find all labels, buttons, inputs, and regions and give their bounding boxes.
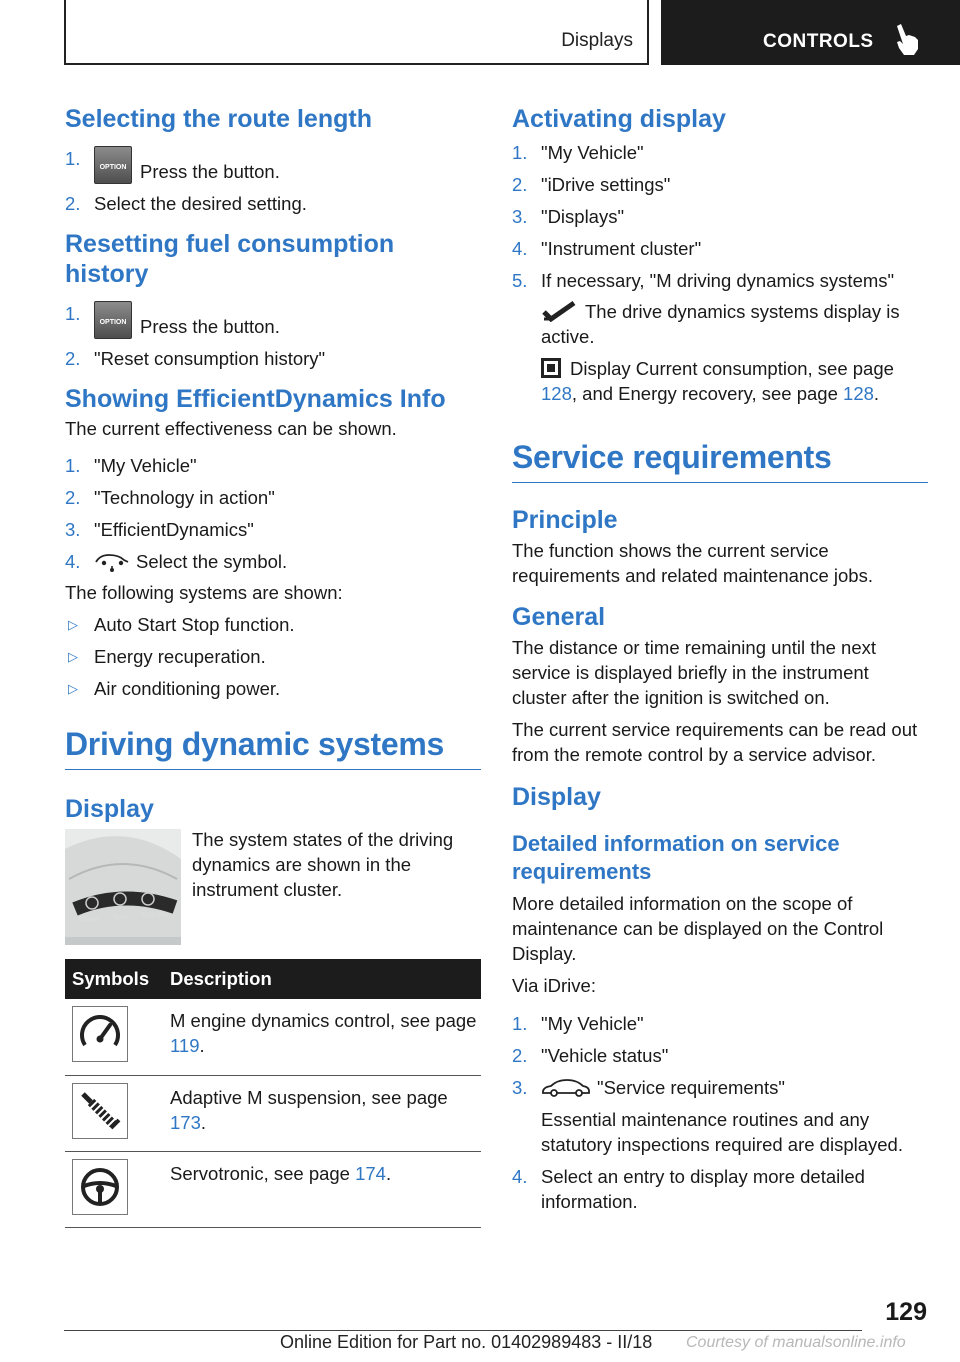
list-item: 2. "Vehicle status" — [512, 1045, 669, 1066]
page-link-119[interactable]: 119 — [170, 1035, 200, 1056]
page-link-174[interactable]: 174 — [355, 1162, 386, 1184]
header-chapter-title: CONTROLS — [763, 31, 874, 52]
detailed-info-heading: Detailed information on service requirements — [512, 831, 840, 884]
page-number: 129 — [885, 1298, 927, 1326]
list-item: 4. Select an entry to display more detailed information. — [512, 1166, 865, 1212]
list-item: 1. OPTION Press the button. — [65, 148, 280, 182]
via-idrive-text: Via iDrive: — [512, 975, 596, 996]
list-item: 1. "My Vehicle" — [512, 142, 644, 163]
table-row: Adaptive M suspension, see page 173. — [65, 1075, 481, 1151]
box-symbol-text: Display Current consumption, see page 128, and Energy recovery, see page 128. — [541, 358, 894, 404]
general-text-1: The distance or time remaining until the next service is displayed briefly in the instrument cluster after the ignition is switched on. — [512, 637, 877, 708]
activating-display-steps — [512, 140, 928, 293]
display-heading-right: Display — [512, 783, 601, 811]
adaptive-suspension-icon — [72, 1083, 128, 1139]
header-section-title: Displays — [561, 30, 633, 51]
route-length-steps — [65, 146, 481, 216]
efficient-dynamics-heading: Showing EfficientDynamics Info — [65, 385, 446, 413]
cluster-label-sport: Sport — [113, 915, 128, 921]
page-link-128-b[interactable]: 128 — [843, 383, 874, 404]
list-item: ▷ Air conditioning power. — [68, 678, 281, 699]
list-item: 2. "iDrive settings" — [512, 174, 671, 195]
left-column — [65, 100, 481, 1228]
page-link-173[interactable]: 173 — [170, 1111, 201, 1133]
car-service-icon — [541, 1078, 591, 1098]
list-item: ▷ Energy recuperation. — [68, 646, 266, 667]
efficient-dynamics-intro: The current effectiveness can be shown. — [65, 418, 397, 439]
table-row: Servotronic, see page 174. — [65, 1151, 481, 1227]
list-item: 4. "Instrument cluster" — [512, 238, 702, 259]
service-requirements-heading: Service requirements — [512, 438, 928, 483]
step3-note: Essential maintenance routines and any statutory inspections required are displayed. — [541, 1109, 903, 1155]
table-header-symbols: Symbols — [65, 959, 163, 999]
list-item: 2. Select the desired setting. — [65, 193, 307, 214]
list-item: 1. "My Vehicle" — [65, 455, 197, 476]
display-heading-left: Display — [65, 795, 154, 823]
right-column — [512, 100, 928, 1221]
driving-dynamic-heading: Driving dynamic systems — [65, 725, 481, 770]
route-length-heading: Selecting the route length — [65, 105, 372, 133]
steering-wheel-icon — [72, 1159, 128, 1215]
list-item: 3. "Service requirements" Essential maintenance routines and any statutory inspections required are displayed. — [512, 1075, 928, 1157]
systems-bullet-list — [65, 612, 481, 701]
cluster-label-efficient: Efficient — [79, 917, 101, 923]
list-item: 1. OPTION Press the button. — [65, 303, 280, 337]
general-heading: General — [512, 603, 606, 631]
list-item: 2. "Technology in action" — [65, 487, 275, 508]
list-item: 2. "Reset consumption history" — [65, 348, 326, 369]
page-link-128-a[interactable]: 128 — [541, 383, 572, 404]
option-button-icon: OPTION — [94, 146, 132, 184]
principle-text: The function shows the current service requirements and related maintenance jobs. — [512, 540, 873, 586]
m-engine-dynamics-icon — [72, 1006, 128, 1062]
list-item: 3. "EfficientDynamics" — [65, 519, 254, 540]
list-item: ▷ Auto Start Stop function. — [68, 614, 295, 635]
pointing-hand-icon — [893, 24, 921, 56]
table-header-description: Description — [163, 959, 481, 999]
instrument-cluster-image — [65, 829, 181, 945]
list-item: 4. Select the symbol. — [65, 551, 288, 572]
option-button-icon: OPTION — [94, 301, 132, 339]
detailed-info-text: More detailed information on the scope of maintenance can be displayed on the Control Display. — [512, 893, 884, 964]
square-box-icon — [541, 358, 561, 378]
activating-display-heading: Activating display — [512, 105, 726, 133]
cluster-label-sport-plus: Sport Plus — [141, 913, 169, 919]
check-mark-icon — [541, 300, 577, 322]
header-section-box — [64, 0, 649, 65]
following-systems-text: The following systems are shown: — [65, 582, 343, 603]
principle-heading: Principle — [512, 506, 618, 534]
reset-fuel-heading: Resetting fuel consumption history — [65, 230, 395, 288]
footer-divider — [64, 1330, 862, 1331]
display-description: The system states of the driving dynamics are shown in the instrument cluster. — [192, 829, 454, 900]
table-header-row — [65, 959, 481, 999]
header-chapter-tab — [661, 0, 960, 65]
car-efficiency-icon — [94, 552, 130, 572]
check-symbol-text: The drive dynamics systems display is active. — [541, 301, 900, 347]
reset-fuel-steps — [65, 301, 481, 371]
efficient-dynamics-steps — [65, 453, 481, 574]
display-block — [65, 829, 481, 949]
general-text-2: The current service requirements can be read out from the remote control by a service advisor. — [512, 719, 918, 765]
list-item: 3. "Displays" — [512, 206, 625, 227]
symbols-table — [65, 959, 481, 1228]
list-item: 5. If necessary, "M driving dynamics systems" — [512, 270, 895, 291]
service-steps — [512, 1011, 928, 1214]
table-row: M engine dynamics control, see page 119. — [65, 999, 481, 1075]
watermark: Courtesy of manualsonline.info — [686, 1334, 906, 1351]
footer-edition: Online Edition for Part no. 01402989483 - II/18 — [280, 1332, 653, 1352]
list-item: 1. "My Vehicle" — [512, 1013, 644, 1034]
